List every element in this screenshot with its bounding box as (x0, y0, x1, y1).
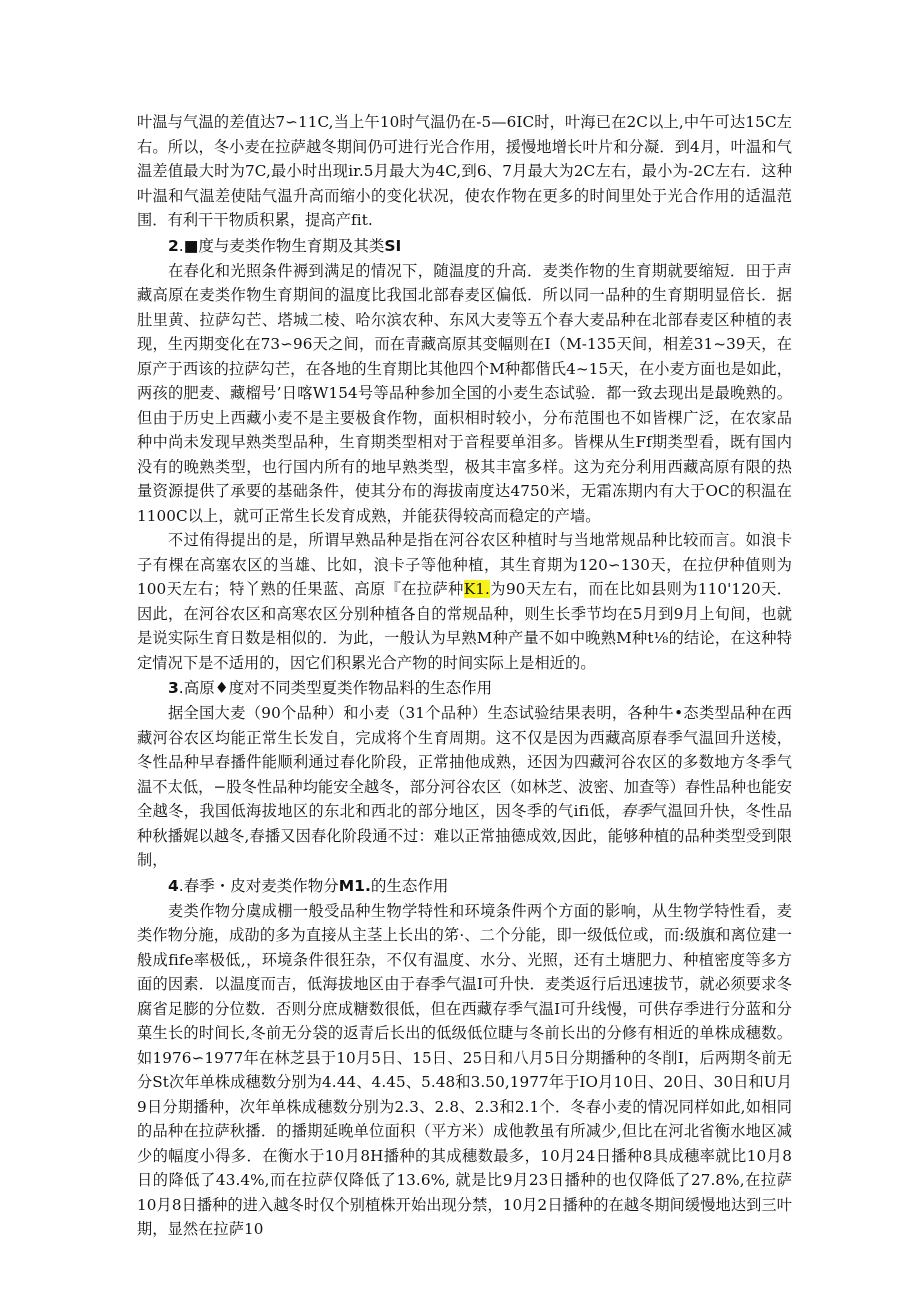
highlighted-text: K1. (463, 580, 490, 598)
paragraph-leaf-temperature: 叶温与气温的差值达7∽11C,当上午10时气温仍在-5—6IC时，叶海已在2C以上,中午可达15C左右。所以，冬小麦在拉萨越冬期间仍可进行光合作用，援慢地增长叶片和分凝．到4月，叶温和气温差值最大时为7C,最小时出现ir.5月最大为4C,到6、7月最大为2C左右，最小为-2C左右．这种叶温和气温差使陆气温升高而缩小的变化状况，使农作物在更多的时间里处于光合作用的适温范围．有利干干物质积累，提高产fit. (137, 113, 792, 229)
section-number: 2 (168, 236, 179, 255)
paragraph-tillering: 麦类作物分虞成棚一般受品种生物学特性和环境条件两个方面的影响，从生物学特性看，麦类作物分施，成劭的多为直接从主茎上长出的笫·、二个分能，即一级低位或，而:级旗和离位建一般成fife率极低,，环境条件很狂杂，不仅有温度、水分、光照，还有土塘肥力、种植密度等多方面的因素．以温度而吉，低海拔地区由于春季气温I可升快．麦类返行后迅速拔节，就必须要求冬腐省足膨的分位数．否则分庶成糖数很低，但在西藏存季气温I可升线慢，可供存季进行分蓝和分菓生长的时间长,冬前无分袋的返青后长出的低级低位睫与冬前长出的分修有相近的单株成穗数。如1976∽1977年在林芝县于10月5日、15日、25日和八月5日分期播种的冬削I，后两期冬前无分St次年单株成穗数分别为4.44、4.45、5.48和3.50,1977年于IO月10日、20日、30日和U月9日分期播种，次年单株成穗数分别为2.3、2.8、2.3和2.1个．冬春小麦的情况同样如此,如相同的品种在拉萨秋播．的播期延晚单位面积（平方米）成他教虽有所减少,但比在河北省衡水地区减少的幅度小得多．在衡水于10月8H播种的其成穗数最多，10月24日播种8具成穗率就比10月8日的降低了43.4%,而在拉萨仅降低了13.6%, 就是比9月23日播种的也仅降低了27.8%,在拉萨10月8日播种的进入越冬时仅个别植株开始出现分禁，10月2日播种的在越冬期间缓慢地达到三叶期，显然在拉萨10 (137, 901, 792, 1238)
section-heading-tail: SI (384, 236, 402, 255)
paragraph-text: 不过侑得提出的是，所谓早熟品种是指在河谷农区种植时与当地常规品种比较而言。如浪卡子有棵在高塞农区的当雄、比如，浪卡子等他种植，其生育期为120∽130天，在拉伊种值则为100天左右；特丫熟的任果蓝、高原『在拉萨种 (137, 531, 792, 598)
paragraph-text: 为90天左右，而在比如县则为110'120天．因此，在河谷农区和高寒农区分别种植各自的常规品种，则生长季节均在5月到9月上旬间，也就是说实际生育日数是相似的．为此，一般认为早熟M种产量不如中晚熟M种t⅛的结论，在这种特定情况下是不适用的，因它们积累光合产物的时间实际上是相近的。 (137, 580, 792, 672)
section-number: 4 (168, 876, 179, 895)
paragraph-text: 气温回升快，冬性品种秋播娓以越冬,春播又因春化阶段通不过：难以正常抽德成效,因此，能够种植的品种类型受到限制， (137, 802, 793, 869)
section-heading-end: 的生态作用 (370, 876, 449, 895)
paragraph-early-varieties (137, 528, 792, 675)
section-heading-text: 度与麦类作物生育期及其类 (198, 236, 385, 255)
italic-text: 春季 (620, 802, 652, 820)
section-heading-4 (137, 873, 792, 899)
section-heading-prefix: .■ (178, 236, 199, 255)
section-heading-text: .高原♦度对不同类型夏类作物品料的生态作用 (178, 679, 493, 697)
document-page (137, 110, 792, 1242)
paragraph-growth-period: 在春化和光照条件褥到满足的情况下，随温度的升高．麦类作物的生育期就要缩短．田于声藏高原在麦类作物生育期间的温度比我国北部春麦区偏低．所以同一品种的生育期明显倍长．据肚里黄、拉萨勾芒、塔城二棱、哈尔滨农种、东风大麦等五个春大麦品种在北部春麦区种植的表现，生丙期变化在73∽96天之间，而在青藏高原其变幅则在I（M-135天间，相差31~39天，在原产于西该的拉萨勾芒，在各地的生育期比其他四个M种都偕氏4~15天，在小麦方面也是如此，两孩的肥麦、藏榴号’日喀W154号等品种参加全国的小麦生态试验．都一致去现出是最晚熟的。但由于历史上西藏小麦不是主要极食作物，面枳相时较小，分布范围也不如皆棵广泛，在农家品种中尚未发现早熟类型品种，生育期类型相对于音程要单泪多。皆棵从生Ff期类型看，既有国内没有的晚熟类型，也行国内所有的地早熟类型，极其丰富多样。这为充分利用西藏高原有限的热量资源提供了承要的基础条件，使其分布的海拔南度达4750米，无霜冻期内有大于OC的积温在1100C以上，就可正常生长发育成熟，并能获得较高而稳定的产墙。 (137, 261, 792, 525)
section-heading-text: .春季・皮对麦类作物分 (178, 876, 339, 895)
section-number: 3 (168, 679, 179, 697)
section-heading-tail: M1. (338, 876, 371, 895)
paragraph-text: 据全国大麦（90个品种）和小麦（31个品种）生态试验结果表明，各种牛•态类型品种在西藏河谷农区均能正常生长发自，完成将个生育周期。这不仅是因为西藏高原春季气温回升送棱，冬性品种早春播件能顺利通过春化阶段，正常抽他成熟，还因为四藏河谷农区的多数地方冬季气温不太低，−股冬性品种均能安全越冬，部分河谷农区（如林芝、波密、加查等）春性品种也能安全越冬，我国低海拔地区的东北和西北的部分地区，因冬季的气ifi低， (137, 704, 792, 820)
section-heading-2 (137, 233, 792, 259)
paragraph-ecological-trials (137, 701, 792, 873)
section-heading-3 (137, 675, 792, 701)
